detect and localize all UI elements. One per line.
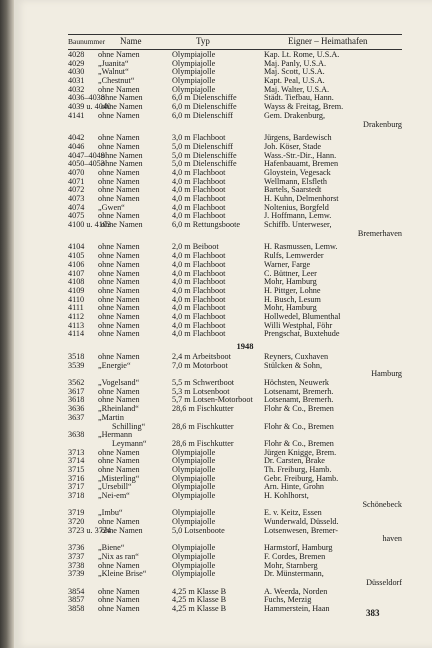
row-baunummer: 4113 — [68, 320, 85, 330]
row-eigner: Dr. Carsten, Brake — [264, 456, 325, 466]
row-name: ohne Namen — [98, 194, 140, 203]
row-eigner-continuation: Bremerhaven — [357, 228, 402, 238]
row-name: „Nei-em“ — [98, 491, 130, 500]
row-typ: 5,0 m Dielenschiff — [172, 141, 234, 151]
row-name: ohne Namen — [98, 395, 140, 405]
row-eigner: Mohr, Hamburg — [264, 277, 317, 287]
row-eigner: Noltenius, Borgfeld — [264, 202, 329, 212]
row-eigner: Jürgen Knigge, Brem. — [264, 447, 337, 457]
row-typ: 4,0 m Flachboot — [172, 194, 226, 203]
row-name: ohne Namen — [98, 386, 140, 396]
row-typ: 4,0 m Flachboot — [172, 277, 226, 287]
row-name: ohne Namen — [98, 242, 140, 252]
row-typ: 4,0 m Flachboot — [172, 311, 226, 321]
row-name: ohne Namen — [98, 277, 140, 287]
row-typ: 2,4 m Arbeitsboot — [172, 352, 231, 361]
row-typ: Olympiajolle — [172, 58, 216, 68]
row-baunummer: 4070 — [68, 167, 85, 177]
row-eigner: Wellmann, Elsfleth — [264, 176, 328, 186]
row-baunummer: 4114 — [68, 329, 85, 339]
row-eigner: Lotsenamt, Bremerh. — [264, 395, 334, 405]
row-typ: 5,0 Lotsenboote — [172, 525, 225, 535]
row-name: „Chestnut“ — [98, 76, 135, 86]
row-baunummer: 4104 — [68, 242, 85, 252]
book-gutter-shadow — [0, 0, 14, 648]
row-name: ohne Namen — [98, 285, 140, 295]
row-typ: Olympiajolle — [172, 473, 216, 483]
row-eigner: Hollwedel, Blumenthal — [264, 311, 341, 321]
row-eigner-continuation: Schönebeck — [362, 499, 402, 509]
row-typ: 6,0 m Dielenschiff — [172, 110, 234, 120]
row-name: ohne Namen — [98, 110, 140, 120]
row-typ: Olympiajolle — [172, 508, 216, 518]
row-name: ohne Namen — [98, 586, 140, 596]
row-typ: 5,5 m Schwertboot — [172, 378, 235, 388]
header-typ: Typ — [196, 36, 210, 46]
row-eigner: H. Pittger, Lohne — [264, 285, 321, 295]
row-baunummer: 3857 — [68, 595, 85, 605]
row-baunummer: 4036–4038 — [68, 93, 105, 103]
table-row — [68, 330, 402, 339]
table-row — [68, 112, 402, 121]
row-typ: 7,0 m Motorboot — [172, 360, 228, 370]
row-baunummer: 4029 — [68, 58, 85, 68]
row-typ: 4,0 m Flachboot — [172, 303, 226, 313]
row-name: Leymann“ — [112, 438, 147, 448]
row-eigner: Schiffb. Unterweser, — [264, 220, 332, 230]
table-row — [68, 570, 402, 579]
row-baunummer: 4109 — [68, 285, 85, 295]
row-typ: Olympiajolle — [172, 447, 216, 457]
row-baunummer: 3637 — [68, 412, 85, 422]
row-name: ohne Namen — [98, 456, 140, 466]
row-baunummer: 3539 — [68, 360, 85, 370]
row-typ: Olympiajolle — [172, 560, 216, 570]
row-name: ohne Namen — [98, 329, 140, 339]
row-eigner: Gem. Drakenburg, — [264, 110, 326, 120]
row-baunummer: 4028 — [68, 50, 85, 59]
table-row — [68, 362, 402, 371]
row-eigner: Mohr, Starnberg — [264, 560, 318, 570]
row-continuation — [68, 121, 402, 130]
row-baunummer: 4107 — [68, 268, 85, 278]
row-eigner: Warner, Farge — [264, 259, 311, 269]
row-typ: 4,0 m Flachboot — [172, 294, 226, 304]
row-eigner: Kap. Lt. Rome, U.S.A. — [264, 50, 340, 59]
row-name: „Martin — [98, 412, 124, 422]
row-name: ohne Namen — [98, 141, 140, 151]
row-eigner: H. Kohlhorst, — [264, 491, 309, 500]
row-name: ohne Namen — [98, 50, 140, 59]
row-eigner: Flohr & Co., Bremen — [264, 438, 334, 448]
row-eigner-continuation: Hamburg — [371, 369, 402, 379]
row-typ: 4,0 m Flachboot — [172, 167, 226, 177]
row-baunummer: 3858 — [68, 603, 85, 613]
row-eigner: Prengschat, Buxtehude — [264, 329, 340, 339]
row-baunummer: 4047–4049 — [68, 150, 105, 160]
row-eigner: Reyners, Cuxhaven — [264, 352, 329, 361]
row-name: ohne Namen — [98, 294, 140, 304]
row-name: ohne Namen — [98, 84, 140, 94]
row-eigner: H. Kuhn, Delmenhorst — [264, 194, 339, 203]
row-typ: 4,25 m Klasse B — [172, 586, 227, 596]
row-typ: 2,0 m Beiboot — [172, 242, 219, 252]
row-name: „Nix as ran“ — [98, 551, 139, 561]
row-typ: 28,6 m Fischkutter — [172, 421, 234, 431]
table-row — [68, 527, 402, 536]
row-eigner: Höchsten, Neuwerk — [264, 378, 330, 388]
row-baunummer: 3723 u. 3724 — [68, 525, 111, 535]
row-name: „Vogelsand“ — [98, 378, 140, 388]
row-typ: 5,3 m Lotsenboot — [172, 386, 230, 396]
row-baunummer: 4031 — [68, 76, 85, 86]
row-typ: 28,6 m Fischkutter — [172, 438, 234, 448]
row-baunummer: 4072 — [68, 185, 85, 195]
row-eigner: Wayss & Freitag, Brem. — [264, 102, 344, 112]
row-typ: 4,0 m Flachboot — [172, 185, 226, 195]
row-eigner: Wass.-Str.-Dir., Hann. — [264, 150, 337, 160]
row-typ: Olympiajolle — [172, 456, 216, 466]
row-eigner: Jürgens, Bardewisch — [264, 133, 332, 143]
row-eigner: Städt. Tiefbau, Hann. — [264, 93, 334, 103]
row-typ: 4,0 m Flachboot — [172, 329, 226, 339]
header-name: Name — [120, 36, 142, 46]
row-eigner-continuation: Düsseldorf — [366, 577, 402, 587]
row-typ: 4,25 m Klasse B — [172, 603, 227, 613]
row-name: ohne Namen — [101, 93, 143, 103]
row-eigner: C. Büttner, Leer — [264, 268, 317, 278]
header-eigner: Eigner – Heimathafen — [288, 36, 368, 46]
row-name: ohne Namen — [98, 133, 140, 143]
row-eigner: Dr. Münstermann, — [264, 569, 324, 579]
row-name: ohne Namen — [98, 517, 140, 527]
row-eigner: Arn. Hinte, Grohn — [264, 482, 325, 492]
row-name: ohne Namen — [98, 352, 140, 361]
row-name: ohne Namen — [98, 259, 140, 269]
row-eigner: J. Hoffmann, Lemw. — [264, 211, 332, 221]
row-eigner: Kapt. Peal, U.S.A. — [264, 76, 325, 86]
row-eigner: E. v. Keitz, Essen — [264, 508, 322, 518]
row-name: ohne Namen — [98, 211, 140, 221]
row-name: Schilling“ — [112, 421, 146, 431]
row-baunummer: 3562 — [68, 378, 85, 388]
row-baunummer: 4111 — [68, 303, 84, 313]
table-row — [68, 605, 402, 614]
table-row — [68, 492, 402, 501]
row-typ: 5,0 m Dielenschiffe — [172, 159, 237, 169]
row-name: ohne Namen — [98, 251, 140, 261]
row-eigner: Hafenbauamt, Bremen — [264, 159, 339, 169]
row-name: ohne Namen — [101, 525, 143, 535]
row-typ: 5,0 m Dielenschiffe — [172, 150, 237, 160]
row-baunummer: 3739 — [68, 569, 85, 579]
row-name: ohne Namen — [101, 159, 143, 169]
table-row — [68, 221, 402, 230]
row-name: „Rheinland“ — [98, 404, 139, 414]
row-name: ohne Namen — [98, 464, 140, 474]
row-typ: Olympiajolle — [172, 482, 216, 492]
row-eigner: Wunderwald, Düsseld. — [264, 517, 339, 527]
row-baunummer: 3713 — [68, 447, 85, 457]
row-typ: 4,0 m Flachboot — [172, 202, 226, 212]
row-name: ohne Namen — [98, 595, 140, 605]
row-name: ohne Namen — [101, 220, 143, 230]
row-typ: 5,7 m Lotsen-Motorboot — [172, 395, 253, 405]
row-baunummer: 4042 — [68, 133, 85, 143]
row-baunummer: 3717 — [68, 482, 85, 492]
row-eigner: Bartels, Saarstedt — [264, 185, 322, 195]
row-name: „Juanita“ — [98, 58, 129, 68]
row-name: „Misterling“ — [98, 473, 140, 483]
row-baunummer: 4032 — [68, 84, 85, 94]
table-header — [68, 35, 402, 49]
row-baunummer: 3718 — [68, 491, 85, 500]
row-typ: Olympiajolle — [172, 76, 216, 86]
row-baunummer: 4071 — [68, 176, 85, 186]
row-typ: Olympiajolle — [172, 569, 216, 579]
row-name: ohne Namen — [98, 167, 140, 177]
row-typ: 4,0 m Flachboot — [172, 176, 226, 186]
row-typ: Olympiajolle — [172, 551, 216, 561]
row-name: ohne Namen — [98, 176, 140, 186]
row-typ: 4,0 m Flachboot — [172, 268, 226, 278]
row-eigner: Maj. Scott, U.S.A. — [264, 67, 325, 77]
row-eigner: Willi Westphal, Föhr — [264, 320, 333, 330]
row-baunummer: 4100 u. 4103 — [68, 220, 111, 230]
row-name: ohne Namen — [98, 268, 140, 278]
row-typ: 6,0 m Rettungsboote — [172, 220, 240, 230]
row-typ: Olympiajolle — [172, 517, 216, 527]
row-eigner-continuation: haven — [382, 534, 402, 544]
row-typ: Olympiajolle — [172, 50, 216, 59]
row-eigner: Maj. Walter, U.S.A. — [264, 84, 330, 94]
row-name: ohne Namen — [98, 320, 140, 330]
row-typ: Olympiajolle — [172, 464, 216, 474]
row-baunummer: 3736 — [68, 543, 85, 553]
row-eigner: A. Weerda, Norden — [264, 586, 328, 596]
row-name: ohne Namen — [98, 447, 140, 457]
row-baunummer: 4075 — [68, 211, 85, 221]
row-typ: Olympiajolle — [172, 543, 216, 553]
row-eigner: Stülcken & Sohn, — [264, 360, 322, 370]
row-typ: Olympiajolle — [172, 67, 216, 77]
row-name: „Walnut“ — [98, 67, 129, 77]
row-baunummer: 4108 — [68, 277, 85, 287]
header-baunummer: Baunummer — [68, 37, 106, 46]
row-typ: 3,0 m Flachboot — [172, 133, 226, 143]
row-baunummer: 4039 u. 4040 — [68, 102, 111, 112]
row-name: „Gwen“ — [98, 202, 125, 212]
row-baunummer: 4141 — [68, 110, 85, 120]
row-name: „Ursebill“ — [98, 482, 132, 492]
row-typ: 4,25 m Klasse B — [172, 595, 227, 605]
row-typ: 6,0 m Dielenschiffe — [172, 93, 237, 103]
row-baunummer: 3636 — [68, 404, 85, 414]
row-baunummer: 4112 — [68, 311, 85, 321]
row-name: ohne Namen — [101, 150, 143, 160]
row-eigner-continuation: Drakenburg — [363, 119, 402, 129]
row-name: „Kleine Brise“ — [98, 569, 147, 579]
row-typ: 4,0 m Flachboot — [172, 285, 226, 295]
row-typ: Olympiajolle — [172, 84, 216, 94]
row-baunummer: 3738 — [68, 560, 85, 570]
row-eigner: Gloystein, Vegesack — [264, 167, 331, 177]
row-eigner: Harmstorf, Hamburg — [264, 543, 333, 553]
row-baunummer: 3719 — [68, 508, 85, 518]
row-name: „Imbu“ — [98, 508, 123, 518]
row-name: ohne Namen — [98, 311, 140, 321]
row-typ: Olympiajolle — [172, 491, 216, 500]
row-eigner: Lotsenamt, Bremerh. — [264, 386, 334, 396]
row-eigner: Mohr, Hamburg — [264, 303, 317, 313]
row-eigner: Flohr & Co., Bremen — [264, 421, 334, 431]
row-baunummer: 4050–4053 — [68, 159, 105, 169]
row-eigner: Hammerstein, Haan — [264, 603, 330, 613]
row-baunummer: 3716 — [68, 473, 85, 483]
row-eigner: Joh. Köser, Stade — [264, 141, 321, 151]
row-name: „Energie“ — [98, 360, 131, 370]
row-baunummer: 4030 — [68, 67, 85, 77]
row-baunummer: 3714 — [68, 456, 85, 466]
ship-list — [68, 51, 402, 614]
row-typ: 4,0 m Flachboot — [172, 259, 226, 269]
row-name: ohne Namen — [98, 603, 140, 613]
row-baunummer: 3638 — [68, 430, 85, 440]
row-name: „Hermann — [98, 430, 133, 440]
row-eigner: Gebr. Freiburg, Hamb. — [264, 473, 339, 483]
year-heading: 1948 — [236, 341, 254, 351]
row-baunummer: 3854 — [68, 586, 85, 596]
row-name: ohne Namen — [98, 560, 140, 570]
row-eigner: F. Cordes, Bremen — [264, 551, 326, 561]
row-typ: 4,0 m Flachboot — [172, 320, 226, 330]
row-name: ohne Namen — [98, 303, 140, 313]
row-eigner: Maj. Panly, U.S.A. — [264, 58, 327, 68]
row-eigner: Th. Freiburg, Hamb. — [264, 464, 332, 474]
row-eigner: Flohr & Co., Bremen — [264, 404, 334, 414]
row-typ: 28,6 m Fischkutter — [172, 404, 234, 414]
row-baunummer: 3737 — [68, 551, 85, 561]
row-baunummer: 3618 — [68, 395, 85, 405]
row-eigner: Lotsenwesen, Bremer- — [264, 525, 338, 535]
row-baunummer: 4105 — [68, 251, 85, 261]
row-typ: 4,0 m Flachboot — [172, 211, 226, 221]
row-name: ohne Namen — [101, 102, 143, 112]
row-baunummer: 4073 — [68, 194, 85, 203]
row-baunummer: 4074 — [68, 202, 85, 212]
row-continuation — [68, 230, 402, 239]
row-eigner: Fuchs, Merzig — [264, 595, 312, 605]
row-baunummer: 3715 — [68, 464, 85, 474]
row-eigner: Rulfs, Lemwerder — [264, 251, 324, 261]
row-baunummer: 4046 — [68, 141, 85, 151]
row-baunummer: 3518 — [68, 352, 85, 361]
row-eigner: H. Rasmussen, Lemw. — [264, 242, 338, 252]
row-typ: 4,0 m Flachboot — [172, 251, 226, 261]
row-name: ohne Namen — [98, 185, 140, 195]
row-baunummer: 3617 — [68, 386, 85, 396]
row-baunummer: 4106 — [68, 259, 85, 269]
row-baunummer: 4110 — [68, 294, 85, 304]
row-typ: 6,0 m Dielenschiffe — [172, 102, 237, 112]
row-name: „Biene“ — [98, 543, 125, 553]
row-eigner: H. Busch, Lesum — [264, 294, 321, 304]
page-number: 383 — [366, 608, 380, 618]
row-baunummer: 3720 — [68, 517, 85, 527]
